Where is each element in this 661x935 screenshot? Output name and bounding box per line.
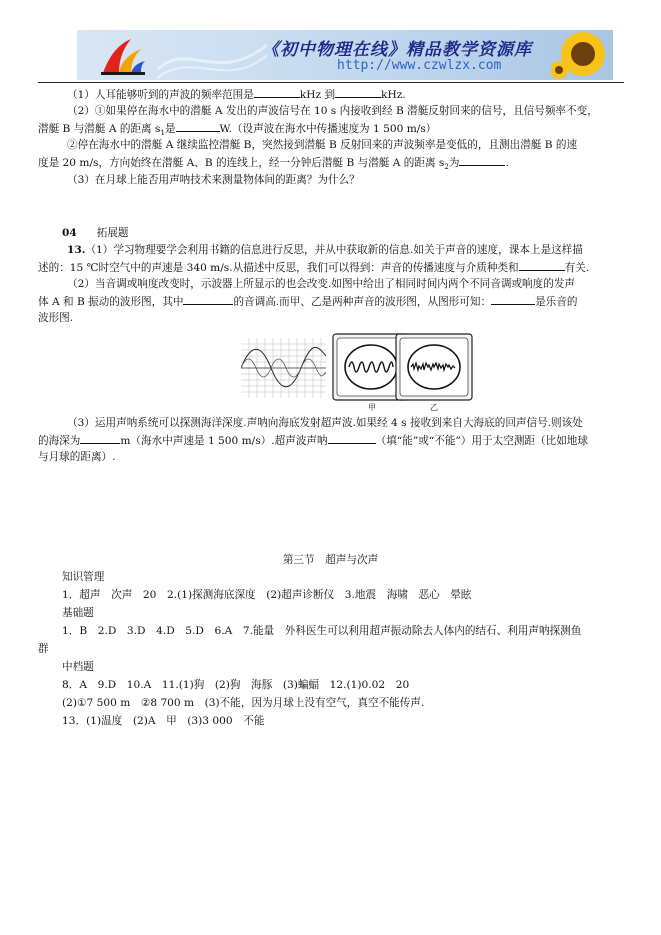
question-13-2-line1: （2）当音调或响度改变时，示波器上所显示的也会改变.如图中给出了相同时间内两个不同音调或响度的发声 — [67, 278, 576, 290]
answers-line: 1．超声 次声 20 2.(1)探测海底深度 (2)超声诊断仪 3.地震 海啸 恶心 晕眩 — [62, 589, 472, 601]
question-submarine-2-line2: 度是 20 m/s，方向始终在潜艇 A、B 的连线上，经一分钟后潜艇 B 与潜艇 A 的距离 $s_2$为 . — [38, 157, 509, 172]
answers-heading: 第三节 超声与次声 — [282, 554, 379, 566]
question-submarine-1-line2: 潜艇 B 与潜艇 A 的距离 $s_1$是 W.（设声波在海水中传播速度为 1 500 m/s） — [38, 123, 437, 138]
answer-blank[interactable] — [519, 260, 565, 271]
question-13-2-line3: 波形图. — [38, 312, 74, 324]
question-13-3-line2: 的海深为 m（海水中声速是 1 500 m/s）.超声波声呐 （填“能”或“不能”）用于太空测距（比如地球 — [38, 435, 588, 447]
banner-title: 《初中物理在线》精品教学资源库 — [262, 40, 532, 60]
answer-blank[interactable] — [254, 87, 300, 98]
answers-basic-label: 基础题 — [62, 607, 94, 619]
section-04-heading: 04 拓展题 — [62, 227, 129, 239]
figure-label-jia: 甲 — [368, 403, 376, 412]
answers-medium-label: 中档题 — [62, 661, 94, 673]
question-13-line1: 13.（1）学习物理要学会利用书籍的信息进行反思，并从中获取新的信息.如关于声音的速度，课本上是这样描 — [67, 244, 583, 256]
answer-blank[interactable] — [183, 294, 233, 305]
banner-url: http://www.czwlzx.com — [337, 58, 502, 73]
answers-knowledge-label: 知识管理 — [62, 571, 105, 583]
waveform-grid-figure — [241, 338, 326, 398]
answers-line: 13．(1)温度 (2)A 甲 (3)3 000 不能 — [62, 715, 265, 727]
answers-line: 1．B 2.D 3.D 4.D 5.D 6.A 7.能量 外科医生可以利用超声振动除去人体内的结石、利用声呐探测鱼 — [62, 625, 582, 637]
question-moon: （3）在月球上能否用声呐技术来测量物体间的距离？为什么？ — [67, 174, 360, 186]
answer-blank[interactable] — [335, 87, 381, 98]
oscilloscope-yi-figure — [395, 333, 473, 401]
sunflower-icon — [551, 30, 611, 80]
answer-blank[interactable] — [328, 433, 376, 444]
figure-label-yi: 乙 — [430, 403, 438, 412]
question-13-2-line2: 体 A 和 B 振动的波形图，其中 的音调高.而甲、乙是两种声音的波形图，从图形可知： 是乐音的 — [38, 296, 578, 308]
answer-blank[interactable] — [491, 294, 535, 305]
answers-line: 8．A 9.D 10.A 11.(1)狗 (2)狗 海豚 (3)蝙蝠 12.(1)0.02 20 — [62, 679, 410, 691]
decorative-swirl — [157, 30, 267, 80]
answers-line: (2)①7 500 m ②8 700 m (3)不能，因为月球上没有空气，真空不能传声. — [62, 697, 425, 709]
header-banner — [77, 30, 613, 80]
answer-blank[interactable] — [176, 121, 220, 132]
answers-line: 群 — [38, 643, 49, 655]
question-13-3-line3: 与月球的距离）. — [38, 451, 116, 463]
question-submarine-2-line1: ②停在海水中的潜艇 A 继续监控潜艇 B，突然接到潜艇 B 反射回来的声波频率是变低的，且测出潜艇 B 的速 — [67, 139, 578, 151]
question-13-3-line1: （3）运用声呐系统可以探测海洋深度.声呐向海底发射超声波.如果经 4 s 接收到来自大海底的回声信号.则该处 — [67, 417, 583, 429]
answer-blank[interactable] — [80, 433, 120, 444]
question-submarine-1-line1: （2）①如果停在海水中的潜艇 A 发出的声波信号在 10 s 内接收到经 B 潜艇反射回来的信号，且信号频率不变， — [67, 105, 598, 117]
question-13-line2: 述的：15 ℃时空气中的声速是 340 m/s.从描述中反思，我们可以得到：声音的传播速度与介质种类和 有关. — [38, 262, 590, 274]
question-hearing-range: （1）人耳能够听到的声波的频率范围是 kHz 到 kHz. — [67, 89, 406, 101]
header-rule — [38, 82, 624, 83]
site-logo-icon — [97, 35, 149, 77]
answer-blank[interactable] — [459, 155, 505, 166]
